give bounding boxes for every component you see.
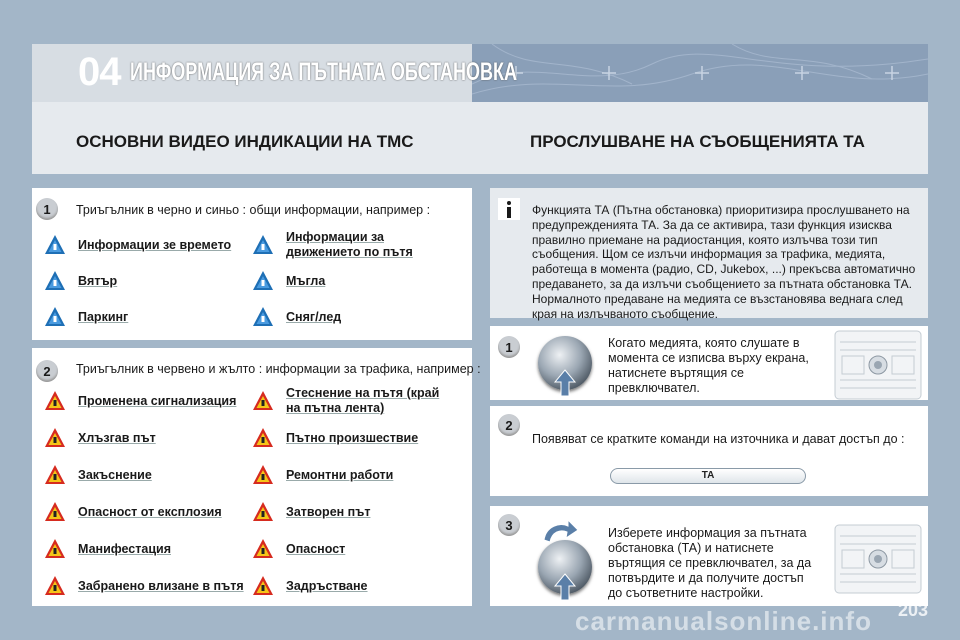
chapter-title: ИНФОРМАЦИЯ ЗА ПЪТНАТА ОБСТАНОВКА [130, 58, 518, 86]
legend-item [44, 460, 254, 490]
step-badge-1-right: 1 [498, 336, 520, 358]
legend-item [252, 266, 462, 296]
legend-item [44, 230, 254, 260]
step-badge-2-right: 2 [498, 414, 520, 436]
step1-text: Когато медията, която слушате в момента се изписва върху екрана, натиснете въртящия се превключвател. [608, 336, 809, 395]
no-entry-icon [44, 575, 66, 597]
weather-info-icon [44, 234, 66, 256]
legend-item [252, 571, 462, 601]
legend-item-label: Информации за движението по пътя [286, 230, 413, 259]
legend-item-label: Променена сигнализация [78, 393, 237, 408]
step-badge-2: 2 [36, 360, 58, 382]
legend-item [44, 571, 254, 601]
legend-item-label: Пътно произшествие [286, 430, 419, 445]
legend-item-label: Закъснение [78, 467, 152, 482]
demonstration-icon [44, 538, 66, 560]
legend-item-label: Паркинг [78, 309, 129, 324]
legend-item-label: Опасност [286, 541, 346, 556]
traffic-info-icon [252, 234, 274, 256]
parking-icon [44, 306, 66, 328]
legend-item [252, 386, 462, 416]
legend-item [252, 302, 462, 332]
delay-icon [44, 464, 66, 486]
step2-text: Появяват се кратките команди на източника и дават достъп до : [532, 432, 905, 446]
legend-item [252, 230, 462, 260]
legend-item [44, 423, 254, 453]
legend-item-label: Манифестация [78, 541, 171, 556]
slippery-road-icon [44, 427, 66, 449]
header-map-band [472, 44, 928, 102]
legend-item [252, 423, 462, 453]
legend-item-label: Задръстване [286, 578, 368, 593]
changed-signals-icon [44, 390, 66, 412]
right-section-title: ПРОСЛУШВАНЕ НА СЪОБЩЕНИЯТА ТА [530, 132, 865, 151]
info-icon [498, 198, 520, 220]
legend-item-label: Опасност от експлозия [78, 504, 222, 519]
legend-item-label: Мъгла [286, 273, 326, 288]
legend-item-label: Информации зе времето [78, 237, 232, 252]
legend-item-label: Вятър [78, 273, 118, 288]
page-number: 203 [898, 600, 929, 620]
danger-icon [252, 538, 274, 560]
legend-item [44, 534, 254, 564]
traffic-jam-icon [252, 575, 274, 597]
legend-item [252, 497, 462, 527]
legend-item-label: Забранено влизане в пътя [78, 578, 244, 593]
narrowing-icon [252, 390, 274, 412]
legend-item-label: Хлъзгав път [78, 430, 156, 445]
chapter-number: 04 [78, 50, 121, 94]
legend-item-label: Стеснение на пътя (край на пътна лента) [286, 386, 440, 415]
roadworks-icon [252, 464, 274, 486]
legend-item-label: Ремонтни работи [286, 467, 394, 482]
explosion-danger-icon [44, 501, 66, 523]
step-badge-1: 1 [36, 198, 58, 220]
wind-icon [44, 270, 66, 292]
radio-panel-illustration-2 [834, 524, 922, 599]
legend-item [44, 266, 254, 296]
ta-info-text: Функцията ТА (Пътна обстановка) приоритизира прослушването на предупрежденията ТА. За да се активира, тази функция изисква правилно приемане на радиостанция, която излъчва този тип съобщения. Щом се излъчи информация за трафика, медията, работеща в момента (радио, CD, Jukebox, ...) прекъсва автоматично предаването, за да излъчи съобщението за пътната обстановка ТА. Нормалното предаване на медията се възстановява веднага след края на излъчваното съобщение. [532, 203, 916, 321]
general-info-intro: Триъгълник в черно и синьо : общи информации, например : [76, 203, 431, 217]
legend-item [44, 497, 254, 527]
snow-ice-icon [252, 306, 274, 328]
legend-item-label: Сняг/лед [286, 309, 342, 324]
legend-item [252, 460, 462, 490]
road-closed-icon [252, 501, 274, 523]
map-decoration [472, 44, 928, 102]
fog-icon [252, 270, 274, 292]
step3-text: Изберете информация за пътната обстановка (ТА) и натиснете въртящия се превключвател, за да потвърдите и да получите достъп до съответните настройки. [608, 526, 812, 600]
accident-icon [252, 427, 274, 449]
legend-item-label: Затворен път [286, 504, 371, 519]
watermark: carmanualsonline.info [575, 606, 872, 636]
legend-item [44, 386, 254, 416]
left-section-title: ОСНОВНИ ВИДЕО ИНДИКАЦИИ НА ТМС [76, 132, 414, 151]
legend-item [44, 302, 254, 332]
traffic-info-intro: Триъгълник в червено и жълто : информации за трафика, например : [76, 362, 481, 376]
rotary-knob-press-icon [538, 336, 592, 390]
ta-shortcut-button[interactable]: TA [610, 468, 806, 484]
step-badge-3-right: 3 [498, 514, 520, 536]
legend-item [252, 534, 462, 564]
radio-panel-illustration [834, 330, 922, 405]
